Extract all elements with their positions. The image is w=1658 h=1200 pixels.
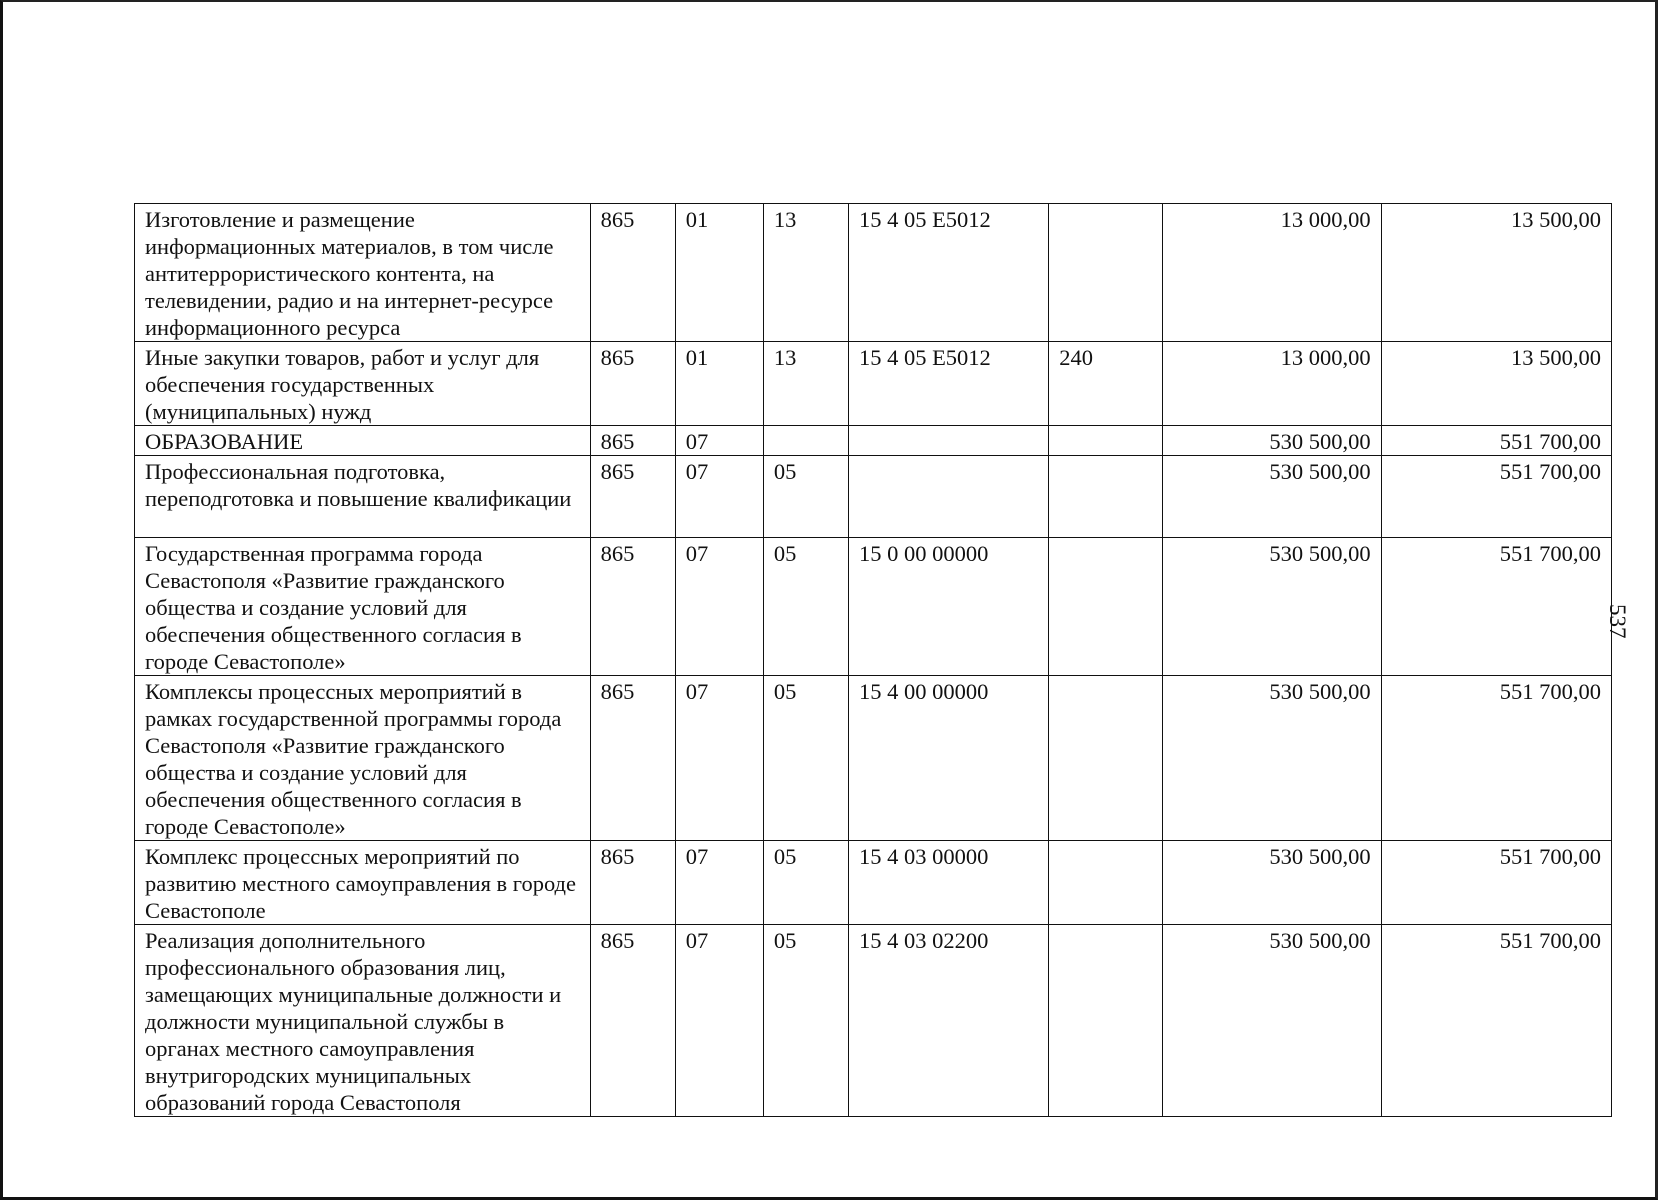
row-name: Иные закупки товаров, работ и услуг для обеспечения государственных (муниципальных) нужд xyxy=(135,342,591,426)
expense-type-code xyxy=(1049,456,1163,538)
target-article-code: 15 4 05 Е5012 xyxy=(848,204,1048,342)
sum-year-2: 13 500,00 xyxy=(1381,342,1611,426)
section-code: 01 xyxy=(675,204,763,342)
expense-type-code xyxy=(1049,538,1163,676)
subsection-code: 13 xyxy=(763,342,848,426)
subsection-code: 05 xyxy=(763,841,848,925)
target-article-code: 15 0 00 00000 xyxy=(848,538,1048,676)
target-article-code: 15 4 03 02200 xyxy=(848,925,1048,1117)
expense-type-code: 240 xyxy=(1049,342,1163,426)
sum-year-2: 13 500,00 xyxy=(1381,204,1611,342)
expense-type-code xyxy=(1049,426,1163,456)
sum-year-2: 551 700,00 xyxy=(1381,538,1611,676)
table-row xyxy=(135,538,1612,676)
grbs-code: 865 xyxy=(590,925,675,1117)
section-code: 01 xyxy=(675,342,763,426)
sum-year-1: 530 500,00 xyxy=(1163,426,1381,456)
subsection-code xyxy=(763,426,848,456)
row-name: Государственная программа города Севастополя «Развитие гражданского общества и создание условий для обеспечения общественного согласия в городе Севастополе» xyxy=(135,538,591,676)
expense-type-code xyxy=(1049,925,1163,1117)
sum-year-1: 13 000,00 xyxy=(1163,204,1381,342)
expense-type-code xyxy=(1049,204,1163,342)
row-name: ОБРАЗОВАНИЕ xyxy=(135,426,591,456)
grbs-code: 865 xyxy=(590,342,675,426)
sum-year-1: 530 500,00 xyxy=(1163,925,1381,1117)
target-article-code: 15 4 03 00000 xyxy=(848,841,1048,925)
subsection-code: 05 xyxy=(763,925,848,1117)
sum-year-2: 551 700,00 xyxy=(1381,925,1611,1117)
sum-year-2: 551 700,00 xyxy=(1381,456,1611,538)
table-row xyxy=(135,456,1612,538)
table-row xyxy=(135,676,1612,841)
row-name: Изготовление и размещение информационных материалов, в том числе антитеррористического контента, на телевидении, радио и на интернет-ресурсе информационного ресурса xyxy=(135,204,591,342)
sum-year-2: 551 700,00 xyxy=(1381,426,1611,456)
expense-type-code xyxy=(1049,841,1163,925)
table-row xyxy=(135,841,1612,925)
table-row xyxy=(135,342,1612,426)
sum-year-1: 530 500,00 xyxy=(1163,538,1381,676)
target-article-code xyxy=(848,456,1048,538)
page-number: 537 xyxy=(1605,604,1630,639)
table-row xyxy=(135,204,1612,342)
grbs-code: 865 xyxy=(590,538,675,676)
grbs-code: 865 xyxy=(590,841,675,925)
target-article-code: 15 4 05 Е5012 xyxy=(848,342,1048,426)
target-article-code xyxy=(848,426,1048,456)
sum-year-1: 13 000,00 xyxy=(1163,342,1381,426)
row-name: Комплекс процессных мероприятий по развитию местного самоуправления в городе Севастополе xyxy=(135,841,591,925)
subsection-code: 05 xyxy=(763,538,848,676)
grbs-code: 865 xyxy=(590,456,675,538)
section-code: 07 xyxy=(675,676,763,841)
subsection-code: 05 xyxy=(763,456,848,538)
row-name: Комплексы процессных мероприятий в рамках государственной программы города Севастополя «Развитие гражданского общества и создание условий для обеспечения общественного согласия в городе Севастополе» xyxy=(135,676,591,841)
grbs-code: 865 xyxy=(590,676,675,841)
subsection-code: 05 xyxy=(763,676,848,841)
expense-type-code xyxy=(1049,676,1163,841)
target-article-code: 15 4 00 00000 xyxy=(848,676,1048,841)
row-name: Реализация дополнительного профессионального образования лиц, замещающих муниципальные должности и должности муниципальной службы в органах местного самоуправления внутригородских муниципальных образований города Севастополя xyxy=(135,925,591,1117)
subsection-code: 13 xyxy=(763,204,848,342)
section-code: 07 xyxy=(675,538,763,676)
section-code: 07 xyxy=(675,456,763,538)
grbs-code: 865 xyxy=(590,426,675,456)
row-name: Профессиональная подготовка, переподготовка и повышение квалификации xyxy=(135,456,591,538)
section-code: 07 xyxy=(675,841,763,925)
sum-year-2: 551 700,00 xyxy=(1381,841,1611,925)
table-row xyxy=(135,925,1612,1117)
grbs-code: 865 xyxy=(590,204,675,342)
table-row xyxy=(135,426,1612,456)
section-code: 07 xyxy=(675,426,763,456)
sum-year-2: 551 700,00 xyxy=(1381,676,1611,841)
sum-year-1: 530 500,00 xyxy=(1163,456,1381,538)
section-code: 07 xyxy=(675,925,763,1117)
budget-table xyxy=(134,203,1612,1117)
sum-year-1: 530 500,00 xyxy=(1163,841,1381,925)
sum-year-1: 530 500,00 xyxy=(1163,676,1381,841)
